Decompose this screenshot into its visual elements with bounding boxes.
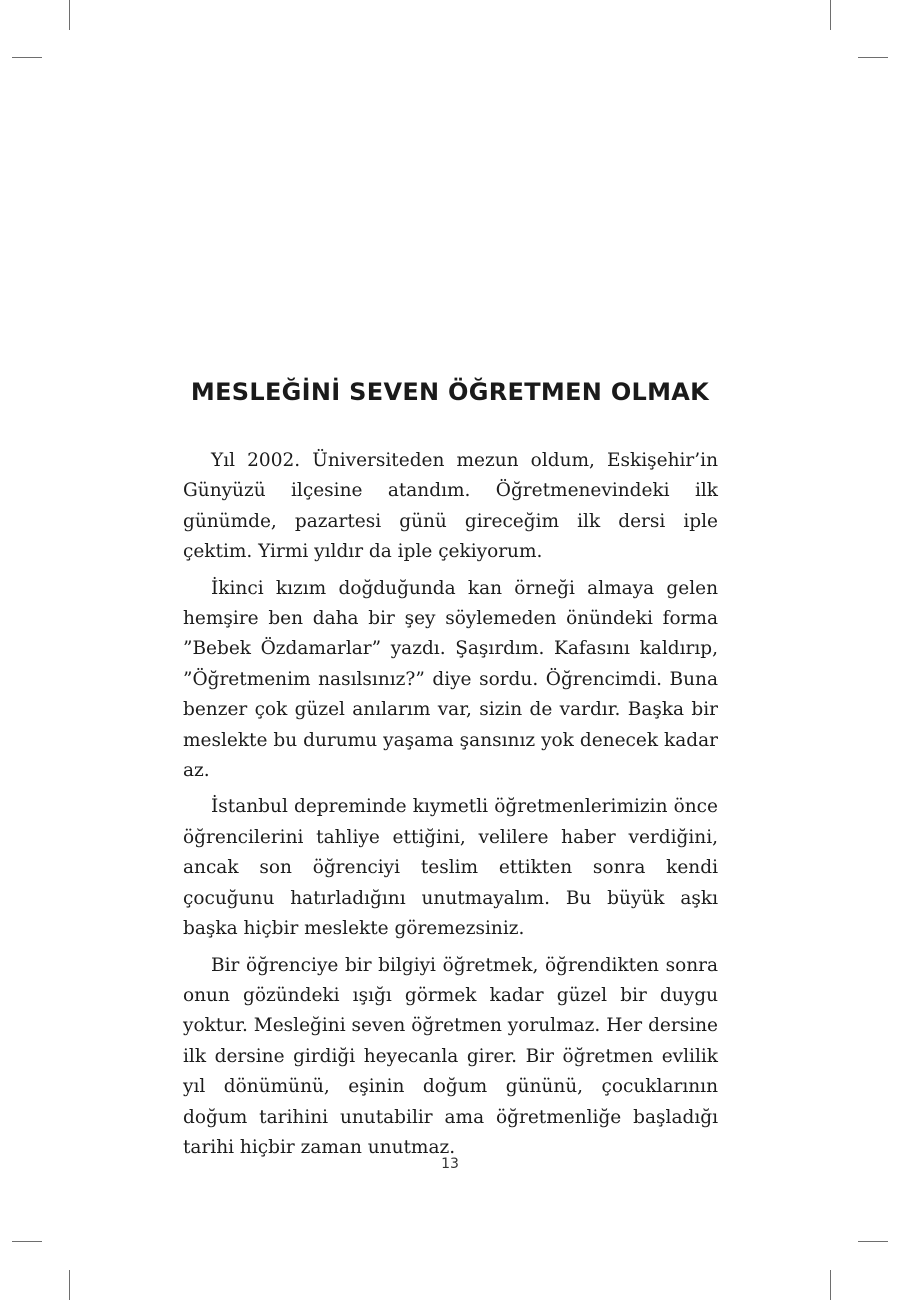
crop-mark-bottom-right-vertical — [830, 1270, 831, 1300]
crop-mark-top-right-vertical — [830, 0, 831, 30]
paragraph: İstanbul depreminde kıymetli öğretmenlerimizin önce öğrencilerini tahliye ettiğini, velilere haber verdiğini, ancak son öğrenciyi teslim ettikten sonra kendi çocuğunu hatırladığını unutmayalım. Bu büyük aşkı başka hiçbir meslekte göremezsiniz. — [183, 796, 718, 940]
paragraph: Yıl 2002. Üniversiteden mezun oldum, Eskişehir’in Günyüzü ilçesine atandım. Öğretmenevindeki ilk günümde, pazartesi günü gireceğim ilk dersi iple çektim. Yirmi yıldır da iple çekiyorum. — [183, 450, 718, 563]
crop-mark-top-right-horizontal — [858, 57, 888, 58]
crop-mark-top-left-vertical — [69, 0, 70, 30]
page-number: 13 — [441, 1156, 459, 1172]
paragraph: Bir öğrenciye bir bilgiyi öğretmek, öğrendikten sonra onun gözündeki ışığı görmek kadar güzel bir duygu yoktur. Mesleğini seven öğretmen yorulmaz. Her dersine ilk dersine girdiği heyecanla girer. Bir öğretmen evlilik yıl dönümünü, eşinin doğum gününü, çocuklarının doğum tarihini unutabilir ama öğretmenliğe başladığı tarihi hiçbir zaman unutmaz. — [183, 954, 718, 1158]
crop-mark-top-left-horizontal — [12, 57, 42, 58]
crop-mark-bottom-left-vertical — [69, 1270, 70, 1300]
chapter-body — [183, 446, 718, 1169]
chapter-title: MESLEĞİNİ SEVEN ÖĞRETMEN OLMAK — [190, 378, 710, 406]
crop-mark-bottom-left-horizontal — [12, 1241, 42, 1242]
crop-mark-bottom-right-horizontal — [858, 1241, 888, 1242]
paragraph: İkinci kızım doğduğunda kan örneği almaya gelen hemşire ben daha bir şey söylemeden önündeki forma ”Bebek Özdamarlar” yazdı. Şaşırdım. Kafasını kaldırıp, ”Öğretmenim nasılsınız?” diye sordu. Öğrencimdi. Buna benzer çok güzel anılarım var, sizin de vardır. Başka bir meslekte bu durumu yaşama şansınız yok denecek kadar az. — [183, 577, 718, 782]
